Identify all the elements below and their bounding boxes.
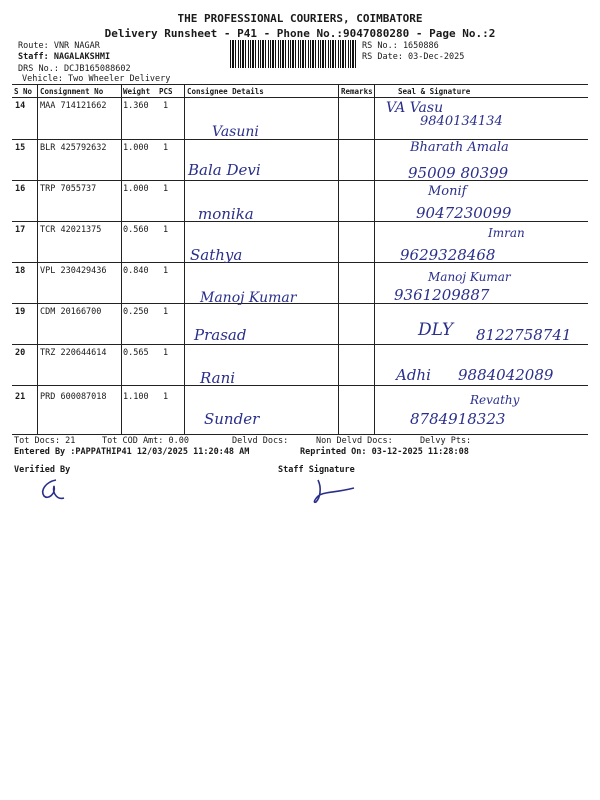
row-weight: 1.100 bbox=[123, 392, 149, 402]
row-weight: 1.000 bbox=[123, 184, 149, 194]
row-pcs: 1 bbox=[163, 392, 169, 402]
seal-signature: Imran bbox=[488, 226, 525, 240]
row-weight: 0.250 bbox=[123, 307, 149, 317]
col-pcs: PCS bbox=[159, 87, 173, 96]
total-docs: Tot Docs: 21 bbox=[14, 436, 76, 446]
seal-signature: Monif bbox=[428, 184, 467, 199]
row-sno: 15 bbox=[15, 143, 26, 153]
consignee-handwriting: Sathya bbox=[190, 246, 243, 264]
row-sno: 17 bbox=[15, 225, 26, 235]
row-sno: 14 bbox=[15, 101, 26, 111]
row-weight: 0.560 bbox=[123, 225, 149, 235]
col-seal-signature: Seal & Signature bbox=[398, 87, 471, 96]
seal-phone: 9047230099 bbox=[416, 204, 512, 222]
row-pcs: 1 bbox=[163, 348, 169, 358]
consignee-handwriting: monika bbox=[198, 205, 254, 223]
verified-signature bbox=[34, 474, 70, 504]
seal-signature: DLY bbox=[418, 320, 454, 340]
row-weight: 0.565 bbox=[123, 348, 149, 358]
drs-number: DRS No.: DCJB165088602 bbox=[18, 64, 131, 74]
row-consignment-no: TRP 7055737 bbox=[40, 184, 97, 194]
row-sno: 16 bbox=[15, 184, 26, 194]
seal-signature: Adhi bbox=[396, 366, 431, 384]
company-name: THE PROFESSIONAL COURIERS, COIMBATORE bbox=[177, 12, 423, 25]
seal-phone: 95009 80399 bbox=[408, 164, 509, 182]
row-consignment-no: TRZ 220644614 bbox=[40, 348, 107, 358]
staff-signature bbox=[308, 474, 368, 508]
col-consignment: Consignment No bbox=[40, 87, 104, 96]
row-consignment-no: CDM 20166700 bbox=[40, 307, 102, 317]
row-pcs: 1 bbox=[163, 101, 169, 111]
consignee-handwriting: Vasuni bbox=[212, 124, 259, 140]
row-pcs: 1 bbox=[163, 225, 169, 235]
row-sno: 19 bbox=[15, 307, 26, 317]
staff-label: Staff: NAGALAKSHMI bbox=[18, 52, 111, 62]
barcode bbox=[230, 40, 358, 68]
row-sno: 18 bbox=[15, 266, 26, 276]
row-sno: 20 bbox=[15, 348, 26, 358]
row-weight: 0.840 bbox=[123, 266, 149, 276]
row-weight: 1.000 bbox=[123, 143, 149, 153]
row-consignment-no: BLR 425792632 bbox=[40, 143, 107, 153]
consignee-handwriting: Rani bbox=[200, 369, 236, 387]
row-pcs: 1 bbox=[163, 143, 169, 153]
seal-phone: 9884042089 bbox=[458, 366, 554, 384]
consignee-handwriting: Bala Devi bbox=[188, 161, 261, 179]
col-weight: Weight bbox=[123, 87, 151, 96]
row-consignment-no: MAA 714121662 bbox=[40, 101, 107, 111]
seal-phone: 9840134134 bbox=[420, 114, 503, 129]
rs-number: RS No.: 1650886 bbox=[362, 41, 439, 51]
vehicle-label: Vehicle: Two Wheeler Delivery bbox=[22, 74, 171, 84]
row-consignment-no: TCR 42021375 bbox=[40, 225, 102, 235]
seal-phone: 9361209887 bbox=[394, 286, 490, 304]
seal-signature: VA Vasu bbox=[386, 100, 444, 116]
seal-phone: 8122758741 bbox=[476, 326, 572, 344]
entered-by: Entered By :PAPPATHIP41 12/03/2025 11:20:48 AM bbox=[14, 447, 250, 457]
consignee-handwriting: Prasad bbox=[194, 326, 247, 344]
col-consignee: Consignee Details bbox=[187, 87, 264, 96]
seal-signature: Revathy bbox=[470, 393, 520, 407]
reprinted-on: Reprinted On: 03-12-2025 11:28:08 bbox=[300, 447, 469, 457]
delivery-points: Delvy Pts: bbox=[420, 436, 472, 446]
row-pcs: 1 bbox=[163, 184, 169, 194]
row-consignment-no: VPL 230429436 bbox=[40, 266, 107, 276]
seal-signature: Bharath Amala bbox=[410, 140, 509, 155]
consignee-handwriting: Manoj Kumar bbox=[200, 290, 297, 306]
col-remarks: Remarks bbox=[341, 87, 373, 96]
route-label: Route: VNR NAGAR bbox=[18, 41, 100, 51]
staff-signature-label: Staff Signature bbox=[278, 465, 355, 475]
col-sno: S No bbox=[14, 87, 33, 96]
total-cod-amount: Tot COD Amt: 0.00 bbox=[102, 436, 189, 446]
seal-phone: 9629328468 bbox=[400, 246, 496, 264]
delivered-docs: Delvd Docs: bbox=[232, 436, 289, 446]
row-pcs: 1 bbox=[163, 307, 169, 317]
rs-date: RS Date: 03-Dec-2025 bbox=[362, 52, 465, 62]
row-sno: 21 bbox=[15, 392, 26, 402]
row-pcs: 1 bbox=[163, 266, 169, 276]
seal-phone: 8784918323 bbox=[410, 410, 506, 428]
row-consignment-no: PRD 600087018 bbox=[40, 392, 107, 402]
verified-by-label: Verified By bbox=[14, 465, 71, 475]
non-delivered-docs: Non Delvd Docs: bbox=[316, 436, 393, 446]
consignee-handwriting: Sunder bbox=[204, 410, 260, 428]
row-weight: 1.360 bbox=[123, 101, 149, 111]
runsheet-subtitle: Delivery Runsheet - P41 - Phone No.:9047080280 - Page No.:2 bbox=[104, 27, 496, 40]
seal-signature: Manoj Kumar bbox=[428, 270, 511, 284]
